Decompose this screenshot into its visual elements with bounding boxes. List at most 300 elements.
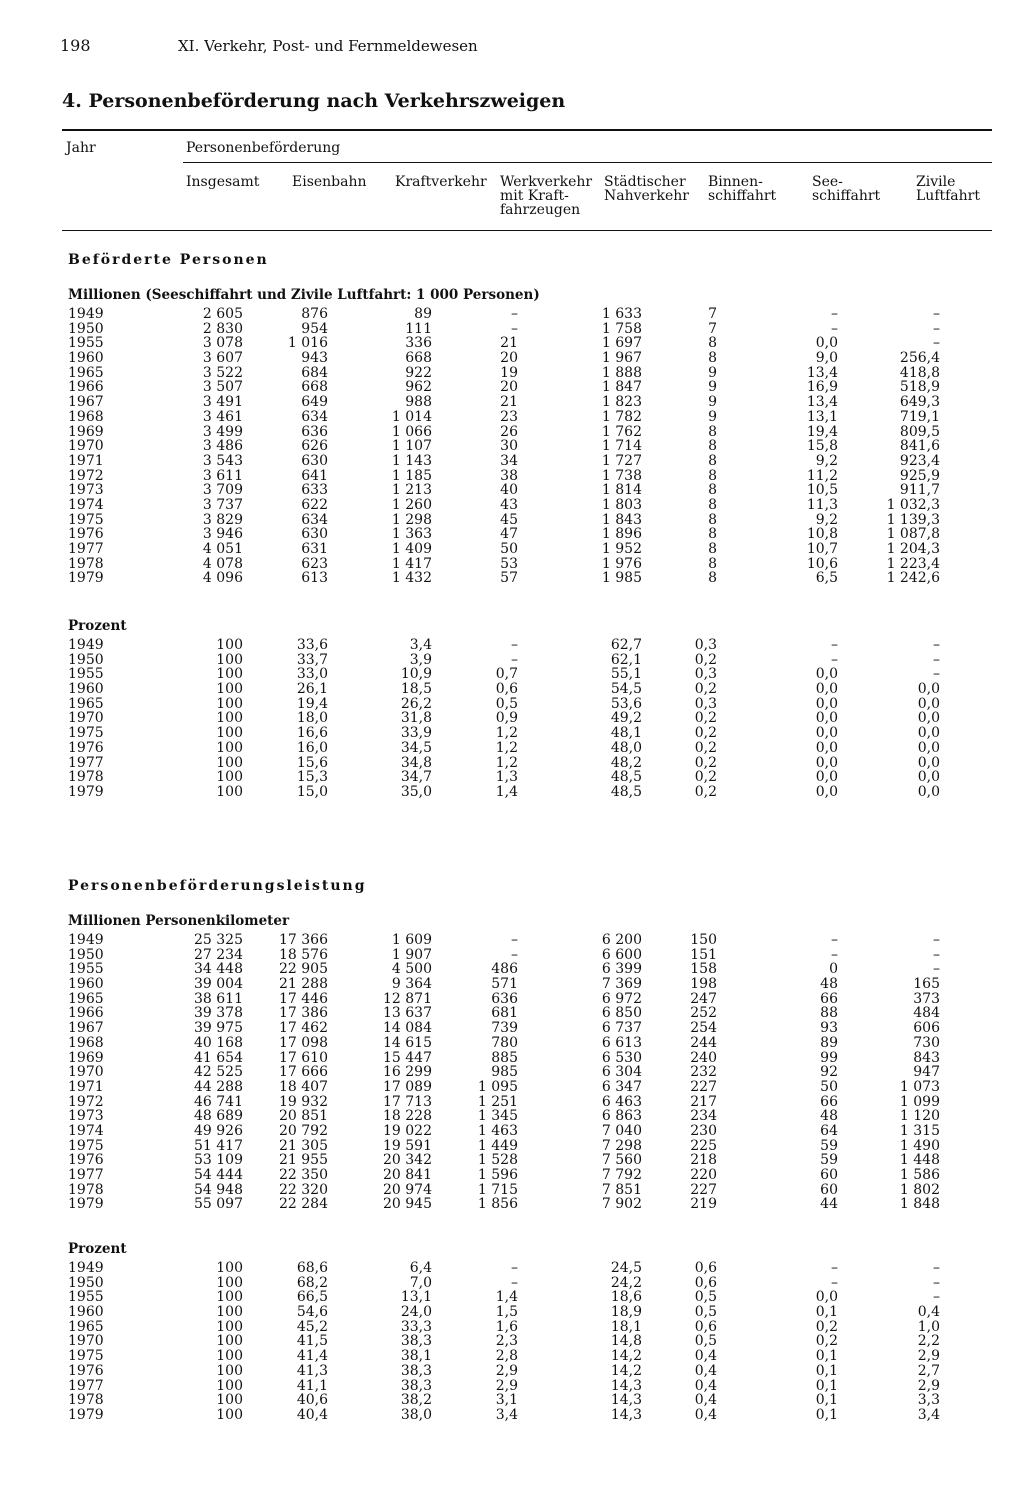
insgesamt-cell: 100 bbox=[216, 783, 243, 800]
year-cell: 1971 bbox=[68, 452, 104, 469]
insgesamt-cell: 3 607 bbox=[202, 350, 243, 367]
seeschiffahrt-cell: 15,8 bbox=[806, 438, 838, 455]
eisenbahn-cell: 20 792 bbox=[279, 1122, 328, 1139]
nahverkehr-cell: 7 902 bbox=[601, 1196, 642, 1213]
binnenschiffahrt-cell: 0,2 bbox=[694, 783, 717, 800]
year-cell: 1979 bbox=[68, 1406, 104, 1423]
eisenbahn-cell: 40,6 bbox=[296, 1392, 328, 1409]
werkverkehr-cell: 20 bbox=[500, 379, 518, 396]
werkverkehr-cell: 1,6 bbox=[495, 1318, 518, 1335]
eisenbahn-cell: 623 bbox=[301, 555, 328, 572]
binnenschiffahrt-cell: 8 bbox=[708, 541, 717, 557]
kraftverkehr-cell: 26,2 bbox=[400, 695, 432, 712]
werkverkehr-cell: – bbox=[511, 932, 518, 948]
binnenschiffahrt-cell: 9 bbox=[708, 394, 717, 411]
insgesamt-cell: 100 bbox=[216, 1362, 243, 1379]
insgesamt-cell: 100 bbox=[216, 1260, 243, 1276]
year-cell: 1978 bbox=[68, 769, 104, 786]
binnenschiffahrt-cell: 0,2 bbox=[694, 651, 717, 668]
nahverkehr-cell: 55,1 bbox=[610, 666, 642, 683]
nahverkehr-cell: 14,2 bbox=[610, 1362, 642, 1379]
insgesamt-cell: 39 378 bbox=[194, 1005, 243, 1022]
unit-label: Prozent bbox=[68, 618, 127, 634]
year-cell: 1960 bbox=[68, 681, 104, 698]
binnenschiffahrt-cell: 9 bbox=[708, 379, 717, 396]
nahverkehr-cell: 14,8 bbox=[610, 1333, 642, 1350]
table-row bbox=[0, 1408, 1024, 1423]
nahverkehr-cell: 1 758 bbox=[601, 320, 642, 337]
werkverkehr-cell: 57 bbox=[500, 570, 518, 587]
eisenbahn-cell: 68,6 bbox=[296, 1260, 328, 1276]
binnenschiffahrt-cell: 218 bbox=[690, 1152, 717, 1169]
insgesamt-cell: 100 bbox=[216, 1348, 243, 1365]
insgesamt-cell: 2 605 bbox=[202, 306, 243, 322]
luftfahrt-cell: – bbox=[933, 637, 940, 653]
insgesamt-cell: 27 234 bbox=[194, 946, 243, 963]
seeschiffahrt-cell: 44 bbox=[820, 1196, 838, 1213]
binnenschiffahrt-cell: 8 bbox=[708, 482, 717, 499]
kraftverkehr-cell: 1 432 bbox=[391, 570, 432, 587]
luftfahrt-cell: 1 490 bbox=[899, 1137, 940, 1154]
eisenbahn-cell: 626 bbox=[301, 438, 328, 455]
kraftverkehr-cell: 988 bbox=[405, 394, 432, 411]
luftfahrt-cell: 256,4 bbox=[899, 350, 940, 367]
binnenschiffahrt-cell: 158 bbox=[690, 961, 717, 978]
year-cell: 1970 bbox=[68, 1064, 104, 1081]
werkverkehr-cell: 19 bbox=[500, 364, 518, 381]
col-head-eisenbahn: Eisenbahn bbox=[292, 174, 367, 190]
nahverkehr-cell: 7 040 bbox=[601, 1122, 642, 1139]
seeschiffahrt-cell: – bbox=[831, 1260, 838, 1276]
werkverkehr-cell: 1 528 bbox=[477, 1152, 518, 1169]
insgesamt-cell: 39 004 bbox=[194, 976, 243, 993]
nahverkehr-cell: 14,3 bbox=[610, 1406, 642, 1423]
seeschiffahrt-cell: 0,0 bbox=[815, 769, 838, 786]
werkverkehr-cell: 1 095 bbox=[477, 1078, 518, 1095]
seeschiffahrt-cell: 66 bbox=[820, 990, 838, 1007]
kraftverkehr-cell: 20 841 bbox=[383, 1167, 432, 1183]
luftfahrt-cell: 2,2 bbox=[917, 1333, 940, 1350]
binnenschiffahrt-cell: 234 bbox=[690, 1108, 717, 1125]
nahverkehr-cell: 6 304 bbox=[601, 1064, 642, 1081]
kraftverkehr-cell: 31,8 bbox=[400, 710, 432, 727]
binnenschiffahrt-cell: 0,2 bbox=[694, 754, 717, 771]
insgesamt-cell: 53 109 bbox=[194, 1152, 243, 1169]
nahverkehr-cell: 1 762 bbox=[601, 423, 642, 440]
seeschiffahrt-cell: 10,7 bbox=[806, 541, 838, 557]
insgesamt-cell: 3 829 bbox=[202, 511, 243, 528]
eisenbahn-cell: 15,3 bbox=[296, 769, 328, 786]
kraftverkehr-cell: 19 022 bbox=[383, 1122, 432, 1139]
werkverkehr-cell: 50 bbox=[500, 541, 518, 557]
table-row bbox=[0, 1261, 1024, 1276]
eisenbahn-cell: 21 955 bbox=[279, 1152, 328, 1169]
kraftverkehr-cell: 1 066 bbox=[391, 423, 432, 440]
year-cell: 1949 bbox=[68, 637, 104, 653]
section-title: Personenbeförderungsleistung bbox=[68, 878, 367, 894]
seeschiffahrt-cell: – bbox=[831, 306, 838, 322]
binnenschiffahrt-cell: 7 bbox=[708, 320, 717, 337]
seeschiffahrt-cell: 99 bbox=[820, 1049, 838, 1066]
nahverkehr-cell: 7 560 bbox=[601, 1152, 642, 1169]
binnenschiffahrt-cell: 0,4 bbox=[694, 1348, 717, 1365]
luftfahrt-cell: 1 586 bbox=[899, 1167, 940, 1183]
werkverkehr-cell: 1,2 bbox=[495, 725, 518, 742]
eisenbahn-cell: 33,7 bbox=[296, 651, 328, 668]
eisenbahn-cell: 649 bbox=[301, 394, 328, 411]
year-cell: 1967 bbox=[68, 394, 104, 411]
eisenbahn-cell: 33,0 bbox=[296, 666, 328, 683]
insgesamt-cell: 3 737 bbox=[202, 496, 243, 513]
eisenbahn-cell: 631 bbox=[301, 541, 328, 557]
binnenschiffahrt-cell: 8 bbox=[708, 350, 717, 367]
eisenbahn-cell: 54,6 bbox=[296, 1304, 328, 1321]
insgesamt-cell: 44 288 bbox=[194, 1078, 243, 1095]
seeschiffahrt-cell: 19,4 bbox=[806, 423, 838, 440]
year-cell: 1976 bbox=[68, 739, 104, 756]
seeschiffahrt-cell: 50 bbox=[820, 1078, 838, 1095]
seeschiffahrt-cell: 10,8 bbox=[806, 526, 838, 543]
luftfahrt-cell: 911,7 bbox=[899, 482, 940, 499]
nahverkehr-cell: 14,2 bbox=[610, 1348, 642, 1365]
nahverkehr-cell: 1 823 bbox=[601, 394, 642, 411]
kraftverkehr-cell: 24,0 bbox=[400, 1304, 432, 1321]
table-row bbox=[0, 366, 1024, 381]
year-cell: 1949 bbox=[68, 932, 104, 948]
nahverkehr-cell: 62,1 bbox=[610, 651, 642, 668]
year-cell: 1973 bbox=[68, 482, 104, 499]
insgesamt-cell: 100 bbox=[216, 681, 243, 698]
seeschiffahrt-cell: 88 bbox=[820, 1005, 838, 1022]
year-cell: 1976 bbox=[68, 1152, 104, 1169]
year-cell: 1955 bbox=[68, 961, 104, 978]
nahverkehr-cell: 1 843 bbox=[601, 511, 642, 528]
kraftverkehr-cell: 1 609 bbox=[391, 932, 432, 948]
nahverkehr-cell: 1 888 bbox=[601, 364, 642, 381]
unit-label: Prozent bbox=[68, 1241, 127, 1257]
luftfahrt-cell: 1,0 bbox=[917, 1318, 940, 1335]
seeschiffahrt-cell: 13,1 bbox=[806, 408, 838, 425]
binnenschiffahrt-cell: 252 bbox=[690, 1005, 717, 1022]
seeschiffahrt-cell: 0,0 bbox=[815, 739, 838, 756]
nahverkehr-cell: 18,9 bbox=[610, 1304, 642, 1321]
eisenbahn-cell: 22 350 bbox=[279, 1167, 328, 1183]
eisenbahn-cell: 17 386 bbox=[279, 1005, 328, 1022]
luftfahrt-cell: 418,8 bbox=[899, 364, 940, 381]
werkverkehr-cell: 0,6 bbox=[495, 681, 518, 698]
luftfahrt-cell: 841,6 bbox=[899, 438, 940, 455]
binnenschiffahrt-cell: 0,5 bbox=[694, 1289, 717, 1306]
seeschiffahrt-cell: 16,9 bbox=[806, 379, 838, 396]
year-cell: 1979 bbox=[68, 1196, 104, 1213]
nahverkehr-cell: 1 967 bbox=[601, 350, 642, 367]
werkverkehr-cell: – bbox=[511, 946, 518, 963]
year-cell: 1974 bbox=[68, 1122, 104, 1139]
binnenschiffahrt-cell: 0,2 bbox=[694, 681, 717, 698]
year-cell: 1968 bbox=[68, 1034, 104, 1051]
kraftverkehr-cell: 38,3 bbox=[400, 1333, 432, 1350]
table-row bbox=[0, 307, 1024, 322]
binnenschiffahrt-cell: 8 bbox=[708, 511, 717, 528]
seeschiffahrt-cell: 0,0 bbox=[815, 695, 838, 712]
year-cell: 1978 bbox=[68, 1392, 104, 1409]
insgesamt-cell: 100 bbox=[216, 1333, 243, 1350]
nahverkehr-cell: 48,5 bbox=[610, 783, 642, 800]
werkverkehr-cell: – bbox=[511, 1274, 518, 1291]
luftfahrt-cell: 719,1 bbox=[899, 408, 940, 425]
year-cell: 1973 bbox=[68, 1108, 104, 1125]
nahverkehr-cell: 6 347 bbox=[601, 1078, 642, 1095]
werkverkehr-cell: 23 bbox=[500, 408, 518, 425]
luftfahrt-cell: – bbox=[933, 1274, 940, 1291]
table-row bbox=[0, 756, 1024, 771]
binnenschiffahrt-cell: 225 bbox=[690, 1137, 717, 1154]
nahverkehr-cell: 48,0 bbox=[610, 739, 642, 756]
insgesamt-cell: 2 830 bbox=[202, 320, 243, 337]
insgesamt-cell: 40 168 bbox=[194, 1034, 243, 1051]
year-cell: 1966 bbox=[68, 1005, 104, 1022]
werkverkehr-cell: 0,5 bbox=[495, 695, 518, 712]
insgesamt-cell: 3 078 bbox=[202, 335, 243, 352]
nahverkehr-cell: 7 851 bbox=[601, 1181, 642, 1198]
seeschiffahrt-cell: 11,3 bbox=[806, 496, 838, 513]
binnenschiffahrt-cell: 0,3 bbox=[694, 695, 717, 712]
col-head-kraftverkehr: Kraftverkehr bbox=[395, 174, 487, 190]
seeschiffahrt-cell: 48 bbox=[820, 1108, 838, 1125]
eisenbahn-cell: 954 bbox=[301, 320, 328, 337]
table-row bbox=[0, 469, 1024, 484]
werkverkehr-cell: 40 bbox=[500, 482, 518, 499]
werkverkehr-cell: 30 bbox=[500, 438, 518, 455]
table-row bbox=[0, 1168, 1024, 1183]
seeschiffahrt-cell: 0,1 bbox=[815, 1377, 838, 1394]
luftfahrt-cell: – bbox=[933, 335, 940, 352]
table-row bbox=[0, 410, 1024, 425]
binnenschiffahrt-cell: 220 bbox=[690, 1167, 717, 1183]
eisenbahn-cell: 21 305 bbox=[279, 1137, 328, 1154]
nahverkehr-cell: 14,3 bbox=[610, 1392, 642, 1409]
werkverkehr-cell: 2,8 bbox=[495, 1348, 518, 1365]
kraftverkehr-cell: 962 bbox=[405, 379, 432, 396]
werkverkehr-cell: 739 bbox=[491, 1020, 518, 1037]
data-table bbox=[0, 307, 1024, 586]
binnenschiffahrt-cell: 151 bbox=[690, 946, 717, 963]
year-cell: 1966 bbox=[68, 379, 104, 396]
nahverkehr-cell: 1 738 bbox=[601, 467, 642, 484]
table-row bbox=[0, 1197, 1024, 1212]
eisenbahn-cell: 40,4 bbox=[296, 1406, 328, 1423]
insgesamt-cell: 100 bbox=[216, 1304, 243, 1321]
nahverkehr-cell: 1 697 bbox=[601, 335, 642, 352]
table-row bbox=[0, 527, 1024, 542]
kraftverkehr-cell: 4 500 bbox=[391, 961, 432, 978]
binnenschiffahrt-cell: 0,4 bbox=[694, 1406, 717, 1423]
nahverkehr-cell: 6 530 bbox=[601, 1049, 642, 1066]
luftfahrt-cell: 1 223,4 bbox=[886, 555, 940, 572]
seeschiffahrt-cell: 66 bbox=[820, 1093, 838, 1110]
kraftverkehr-cell: 111 bbox=[405, 320, 432, 337]
kraftverkehr-cell: 19 591 bbox=[383, 1137, 432, 1154]
werkverkehr-cell: 1 463 bbox=[477, 1122, 518, 1139]
binnenschiffahrt-cell: 230 bbox=[690, 1122, 717, 1139]
seeschiffahrt-cell: 0,0 bbox=[815, 710, 838, 727]
binnenschiffahrt-cell: 0,2 bbox=[694, 769, 717, 786]
col-head-seeschiffahrt: See- schiffahrt bbox=[812, 174, 881, 204]
binnenschiffahrt-cell: 8 bbox=[708, 452, 717, 469]
seeschiffahrt-cell: 64 bbox=[820, 1122, 838, 1139]
insgesamt-cell: 4 078 bbox=[202, 555, 243, 572]
table-row bbox=[0, 1124, 1024, 1139]
eisenbahn-cell: 18 407 bbox=[279, 1078, 328, 1095]
year-cell: 1979 bbox=[68, 570, 104, 587]
kraftverkehr-cell: 34,8 bbox=[400, 754, 432, 771]
kraftverkehr-cell: 33,3 bbox=[400, 1318, 432, 1335]
eisenbahn-cell: 17 366 bbox=[279, 932, 328, 948]
year-cell: 1972 bbox=[68, 467, 104, 484]
table-row bbox=[0, 1065, 1024, 1080]
seeschiffahrt-cell: 13,4 bbox=[806, 394, 838, 411]
werkverkehr-cell: 1 449 bbox=[477, 1137, 518, 1154]
binnenschiffahrt-cell: 240 bbox=[690, 1049, 717, 1066]
binnenschiffahrt-cell: 9 bbox=[708, 364, 717, 381]
binnenschiffahrt-cell: 0,4 bbox=[694, 1362, 717, 1379]
seeschiffahrt-cell: – bbox=[831, 320, 838, 337]
binnenschiffahrt-cell: 8 bbox=[708, 496, 717, 513]
table-row bbox=[0, 454, 1024, 469]
nahverkehr-cell: 1 952 bbox=[601, 541, 642, 557]
eisenbahn-cell: 15,6 bbox=[296, 754, 328, 771]
seeschiffahrt-cell: 9,2 bbox=[815, 511, 838, 528]
luftfahrt-cell: 1 032,3 bbox=[886, 496, 940, 513]
table-row bbox=[0, 667, 1024, 682]
luftfahrt-cell: 606 bbox=[913, 1020, 940, 1037]
table-row bbox=[0, 770, 1024, 785]
luftfahrt-cell: 1 315 bbox=[899, 1122, 940, 1139]
insgesamt-cell: 3 499 bbox=[202, 423, 243, 440]
kraftverkehr-cell: 38,1 bbox=[400, 1348, 432, 1365]
kraftverkehr-cell: 38,2 bbox=[400, 1392, 432, 1409]
unit-label: Millionen (Seeschiffahrt und Zivile Luftfahrt: 1 000 Personen) bbox=[68, 287, 540, 303]
nahverkehr-cell: 6 399 bbox=[601, 961, 642, 978]
seeschiffahrt-cell: 60 bbox=[820, 1167, 838, 1183]
table-row bbox=[0, 653, 1024, 668]
kraftverkehr-cell: 1 409 bbox=[391, 541, 432, 557]
binnenschiffahrt-cell: 0,2 bbox=[694, 739, 717, 756]
eisenbahn-cell: 19,4 bbox=[296, 695, 328, 712]
year-cell: 1965 bbox=[68, 695, 104, 712]
nahverkehr-cell: 14,3 bbox=[610, 1377, 642, 1394]
luftfahrt-cell: – bbox=[933, 320, 940, 337]
eisenbahn-cell: 19 932 bbox=[279, 1093, 328, 1110]
kraftverkehr-cell: 34,5 bbox=[400, 739, 432, 756]
insgesamt-cell: 51 417 bbox=[194, 1137, 243, 1154]
kraftverkehr-cell: 17 089 bbox=[383, 1078, 432, 1095]
werkverkehr-cell: 1,4 bbox=[495, 783, 518, 800]
year-cell: 1949 bbox=[68, 1260, 104, 1276]
table-row bbox=[0, 571, 1024, 586]
luftfahrt-cell: 373 bbox=[913, 990, 940, 1007]
seeschiffahrt-cell: – bbox=[831, 1274, 838, 1291]
kraftverkehr-cell: 38,0 bbox=[400, 1406, 432, 1423]
werkverkehr-cell: 780 bbox=[491, 1034, 518, 1051]
kraftverkehr-cell: 13 637 bbox=[383, 1005, 432, 1022]
table-row bbox=[0, 1290, 1024, 1305]
year-cell: 1955 bbox=[68, 335, 104, 352]
seeschiffahrt-cell: 48 bbox=[820, 976, 838, 993]
binnenschiffahrt-cell: 227 bbox=[690, 1078, 717, 1095]
werkverkehr-cell: 1,4 bbox=[495, 1289, 518, 1306]
kraftverkehr-cell: 3,9 bbox=[409, 651, 432, 668]
seeschiffahrt-cell: 0,0 bbox=[815, 783, 838, 800]
insgesamt-cell: 100 bbox=[216, 725, 243, 742]
luftfahrt-cell: 165 bbox=[913, 976, 940, 993]
werkverkehr-cell: – bbox=[511, 637, 518, 653]
nahverkehr-cell: 48,2 bbox=[610, 754, 642, 771]
table-row bbox=[0, 513, 1024, 528]
table-row bbox=[0, 741, 1024, 756]
luftfahrt-cell: 0,0 bbox=[917, 695, 940, 712]
table-row bbox=[0, 1349, 1024, 1364]
binnenschiffahrt-cell: 0,5 bbox=[694, 1304, 717, 1321]
header-bottom-rule bbox=[62, 230, 992, 231]
year-cell: 1978 bbox=[68, 1181, 104, 1198]
insgesamt-cell: 55 097 bbox=[194, 1196, 243, 1213]
table-row bbox=[0, 1379, 1024, 1394]
werkverkehr-cell: 1,2 bbox=[495, 739, 518, 756]
luftfahrt-cell: 925,9 bbox=[899, 467, 940, 484]
luftfahrt-cell: 0,4 bbox=[917, 1304, 940, 1321]
year-cell: 1978 bbox=[68, 555, 104, 572]
kraftverkehr-cell: 38,3 bbox=[400, 1362, 432, 1379]
luftfahrt-cell: 0,0 bbox=[917, 710, 940, 727]
seeschiffahrt-cell: 11,2 bbox=[806, 467, 838, 484]
binnenschiffahrt-cell: 0,4 bbox=[694, 1392, 717, 1409]
table-row bbox=[0, 1095, 1024, 1110]
seeschiffahrt-cell: 0,2 bbox=[815, 1333, 838, 1350]
seeschiffahrt-cell: 10,6 bbox=[806, 555, 838, 572]
kraftverkehr-cell: 13,1 bbox=[400, 1289, 432, 1306]
kraftverkehr-cell: 14 615 bbox=[383, 1034, 432, 1051]
table-row bbox=[0, 483, 1024, 498]
eisenbahn-cell: 22 284 bbox=[279, 1196, 328, 1213]
eisenbahn-cell: 16,6 bbox=[296, 725, 328, 742]
luftfahrt-cell: 1 087,8 bbox=[886, 526, 940, 543]
nahverkehr-cell: 54,5 bbox=[610, 681, 642, 698]
year-cell: 1975 bbox=[68, 511, 104, 528]
binnenschiffahrt-cell: 8 bbox=[708, 526, 717, 543]
binnenschiffahrt-cell: 0,3 bbox=[694, 666, 717, 683]
table-row bbox=[0, 380, 1024, 395]
werkverkehr-cell: 1 715 bbox=[477, 1181, 518, 1198]
luftfahrt-cell: 0,0 bbox=[917, 769, 940, 786]
year-cell: 1968 bbox=[68, 408, 104, 425]
luftfahrt-cell: 843 bbox=[913, 1049, 940, 1066]
binnenschiffahrt-cell: 219 bbox=[690, 1196, 717, 1213]
eisenbahn-cell: 20 851 bbox=[279, 1108, 328, 1125]
werkverkehr-cell: 2,3 bbox=[495, 1333, 518, 1350]
year-cell: 1950 bbox=[68, 1274, 104, 1291]
year-cell: 1970 bbox=[68, 710, 104, 727]
seeschiffahrt-cell: 93 bbox=[820, 1020, 838, 1037]
eisenbahn-cell: 16,0 bbox=[296, 739, 328, 756]
insgesamt-cell: 41 654 bbox=[194, 1049, 243, 1066]
werkverkehr-cell: 38 bbox=[500, 467, 518, 484]
luftfahrt-cell: 1 802 bbox=[899, 1181, 940, 1198]
seeschiffahrt-cell: 10,5 bbox=[806, 482, 838, 499]
kraftverkehr-cell: 3,4 bbox=[409, 637, 432, 653]
nahverkehr-cell: 1 985 bbox=[601, 570, 642, 587]
seeschiffahrt-cell: 59 bbox=[820, 1152, 838, 1169]
